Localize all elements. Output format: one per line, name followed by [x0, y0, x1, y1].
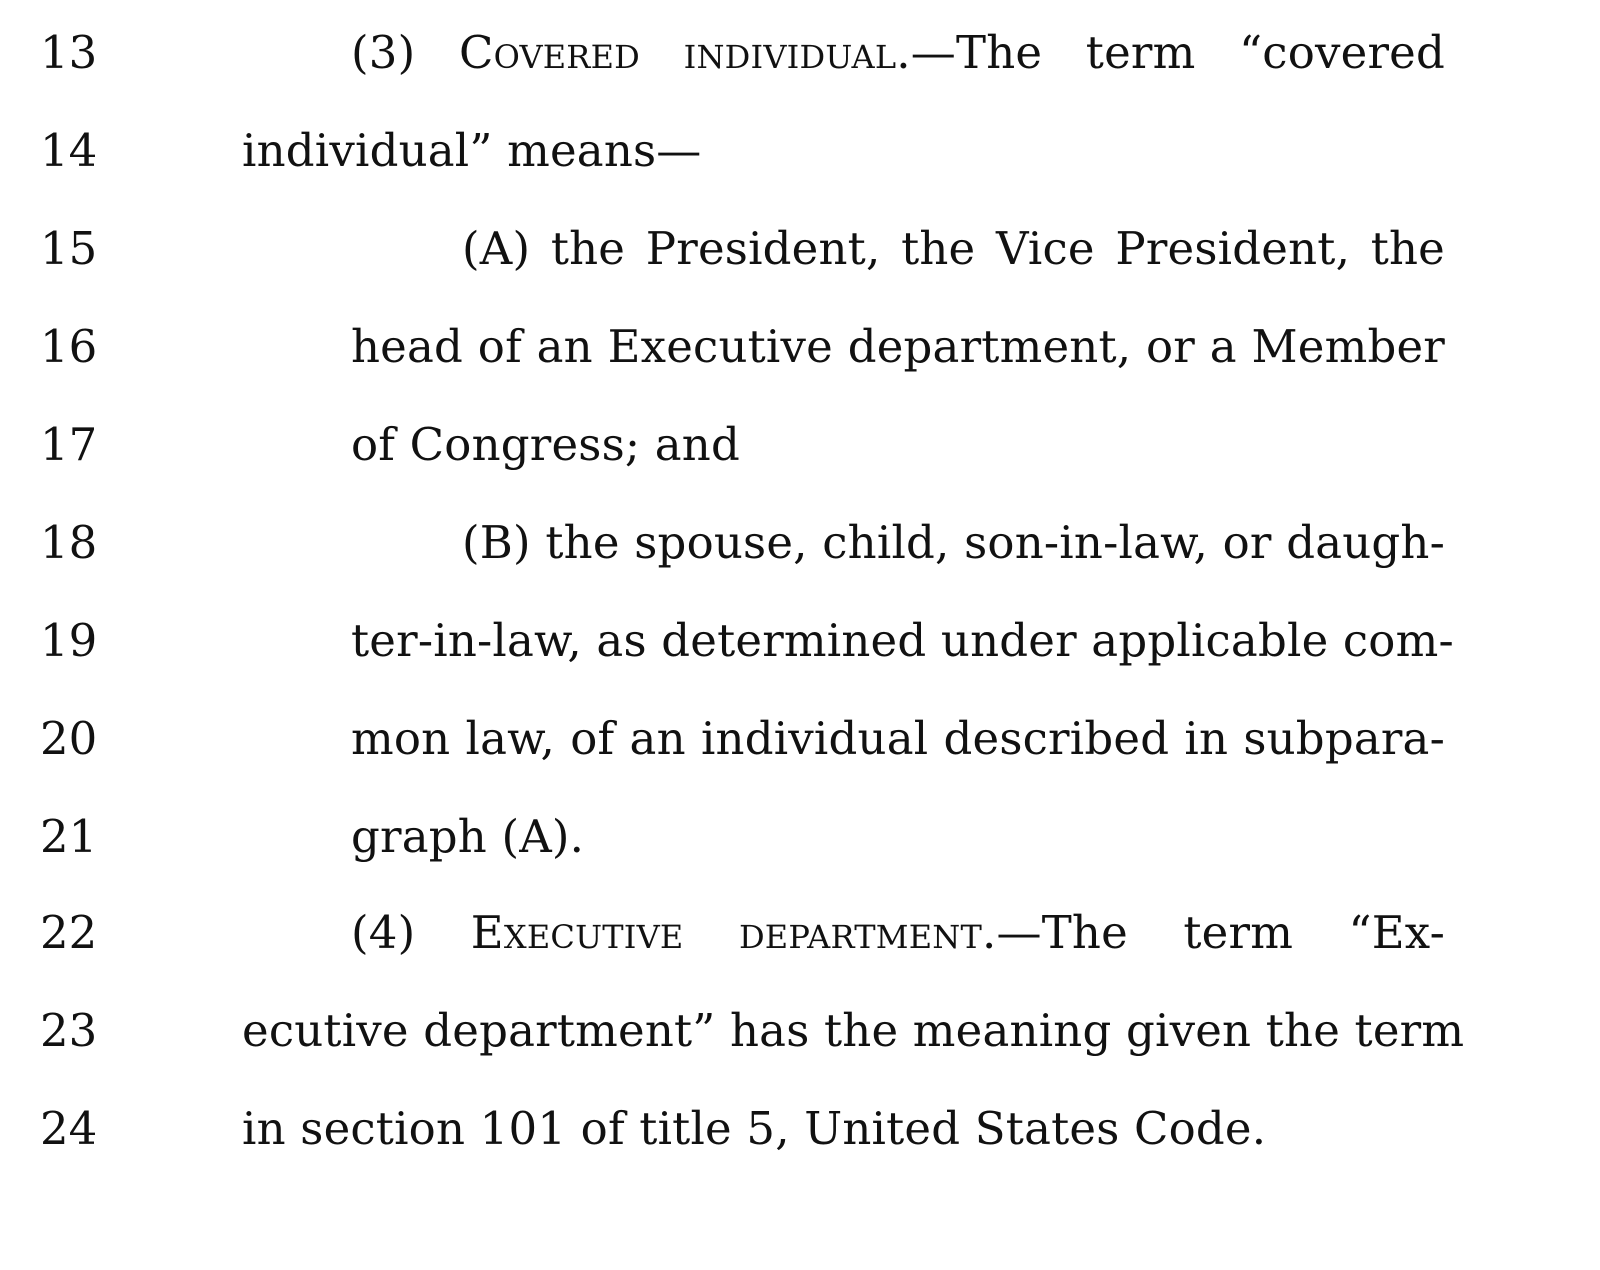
line-number: 14 [40, 124, 98, 177]
line-number: 21 [40, 810, 98, 863]
line-14 [0, 124, 1600, 228]
line-20 [0, 712, 1600, 816]
line-18 [0, 516, 1600, 620]
section-heading: Executive department [470, 906, 983, 959]
line-text: (A) the President, the Vice President, the [462, 222, 1445, 275]
line-16 [0, 320, 1600, 424]
line-number: 15 [40, 222, 98, 275]
line-number: 19 [40, 614, 98, 667]
line-15 [0, 222, 1600, 326]
line-number: 17 [40, 418, 98, 471]
line-number: 22 [40, 906, 98, 959]
line-number: 24 [40, 1102, 98, 1155]
paragraph-number: (3) [351, 26, 459, 79]
line-number: 13 [40, 26, 98, 79]
line-number: 16 [40, 320, 98, 373]
line-number: 20 [40, 712, 98, 765]
line-text [351, 906, 1445, 959]
line-text: ter-in-law, as determined under applicable com- [351, 614, 1454, 667]
line-text [351, 26, 1445, 79]
paragraph-number: (4) [351, 906, 471, 959]
line-text: graph (A). [351, 810, 585, 863]
section-heading: Covered individual [458, 26, 897, 79]
line-text: mon law, of an individual described in subpara- [351, 712, 1445, 765]
line-13 [0, 26, 1600, 130]
line-text: individual” means— [242, 124, 702, 177]
line-number: 18 [40, 516, 98, 569]
line-23 [0, 1004, 1600, 1108]
definition-text: .—The term “Ex- [982, 906, 1445, 959]
definition-text: .—The term “covered [896, 26, 1445, 79]
line-text: head of an Executive department, or a Member [351, 320, 1445, 373]
line-number: 23 [40, 1004, 98, 1057]
line-text: ecutive department” has the meaning given the term [242, 1004, 1465, 1057]
line-24 [0, 1102, 1600, 1206]
line-text: of Congress; and [351, 418, 740, 471]
line-19 [0, 614, 1600, 718]
line-22 [0, 906, 1600, 1010]
line-21 [0, 810, 1600, 914]
line-text: (B) the spouse, child, son-in-law, or daugh- [462, 516, 1445, 569]
line-17 [0, 418, 1600, 522]
line-text: in section 101 of title 5, United States Code. [242, 1102, 1267, 1155]
